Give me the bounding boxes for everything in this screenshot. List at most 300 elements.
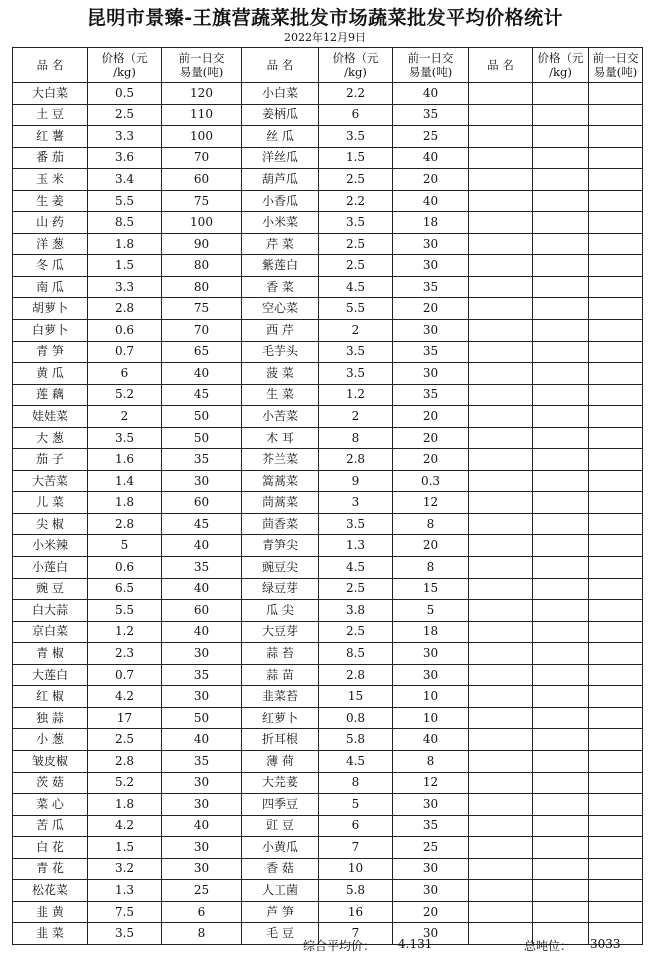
price-cell: 5.5 bbox=[88, 600, 162, 622]
volume-cell: 20 bbox=[393, 169, 469, 191]
empty-cell bbox=[533, 363, 589, 385]
table-row bbox=[13, 513, 643, 535]
empty-cell bbox=[533, 255, 589, 277]
price-cell: 6 bbox=[88, 363, 162, 385]
name-cell: 丝 瓜 bbox=[242, 126, 319, 148]
name-cell: 四季豆 bbox=[242, 794, 319, 816]
empty-cell bbox=[589, 470, 643, 492]
name-cell: 大豆芽 bbox=[242, 621, 319, 643]
price-cell: 3.6 bbox=[88, 147, 162, 169]
volume-cell: 8 bbox=[393, 557, 469, 579]
volume-cell: 25 bbox=[162, 880, 242, 902]
name-cell: 香 菇 bbox=[242, 858, 319, 880]
price-cell: 17 bbox=[88, 707, 162, 729]
empty-cell bbox=[533, 341, 589, 363]
name-cell: 白大蒜 bbox=[13, 600, 88, 622]
name-cell: 冬 瓜 bbox=[13, 255, 88, 277]
name-cell: 京白菜 bbox=[13, 621, 88, 643]
price-cell: 7 bbox=[319, 923, 393, 945]
price-cell: 1.2 bbox=[88, 621, 162, 643]
empty-cell bbox=[533, 729, 589, 751]
empty-cell bbox=[469, 470, 533, 492]
name-cell: 茄 子 bbox=[13, 449, 88, 471]
volume-cell: 90 bbox=[162, 233, 242, 255]
empty-cell bbox=[589, 492, 643, 514]
volume-cell: 12 bbox=[393, 772, 469, 794]
name-cell: 番 茄 bbox=[13, 147, 88, 169]
price-cell: 1.4 bbox=[88, 470, 162, 492]
empty-cell bbox=[589, 643, 643, 665]
table-row bbox=[13, 858, 643, 880]
volume-cell: 60 bbox=[162, 600, 242, 622]
empty-cell bbox=[469, 578, 533, 600]
empty-cell bbox=[533, 470, 589, 492]
volume-cell: 40 bbox=[393, 83, 469, 105]
volume-cell: 75 bbox=[162, 298, 242, 320]
empty-cell bbox=[469, 600, 533, 622]
volume-cell: 80 bbox=[162, 255, 242, 277]
empty-cell bbox=[589, 750, 643, 772]
name-cell: 红 椒 bbox=[13, 686, 88, 708]
price-cell: 3.2 bbox=[88, 858, 162, 880]
volume-cell: 40 bbox=[162, 621, 242, 643]
name-cell: 大 葱 bbox=[13, 427, 88, 449]
empty-cell bbox=[469, 557, 533, 579]
name-cell: 生 菜 bbox=[242, 384, 319, 406]
empty-cell bbox=[533, 276, 589, 298]
empty-cell bbox=[589, 621, 643, 643]
price-cell: 2.8 bbox=[88, 750, 162, 772]
volume-cell: 18 bbox=[393, 621, 469, 643]
price-cell: 16 bbox=[319, 901, 393, 923]
price-cell: 0.5 bbox=[88, 83, 162, 105]
empty-cell bbox=[533, 449, 589, 471]
table-row bbox=[13, 880, 643, 902]
volume-cell: 30 bbox=[393, 320, 469, 342]
name-cell: 莲 藕 bbox=[13, 384, 88, 406]
empty-cell bbox=[589, 384, 643, 406]
name-cell: 瓜 尖 bbox=[242, 600, 319, 622]
price-cell: 1.5 bbox=[319, 147, 393, 169]
table-row bbox=[13, 557, 643, 579]
empty-cell bbox=[469, 643, 533, 665]
empty-cell bbox=[589, 255, 643, 277]
volume-cell: 35 bbox=[162, 449, 242, 471]
name-cell: 白萝卜 bbox=[13, 320, 88, 342]
empty-cell bbox=[533, 707, 589, 729]
volume-cell: 8 bbox=[162, 923, 242, 945]
empty-cell bbox=[589, 233, 643, 255]
empty-cell bbox=[533, 427, 589, 449]
empty-cell bbox=[589, 276, 643, 298]
name-cell: 玉 米 bbox=[13, 169, 88, 191]
table-row bbox=[13, 427, 643, 449]
empty-cell bbox=[469, 363, 533, 385]
name-cell: 独 蒜 bbox=[13, 707, 88, 729]
price-cell: 1.3 bbox=[88, 880, 162, 902]
name-cell: 芹 菜 bbox=[242, 233, 319, 255]
empty-cell bbox=[533, 126, 589, 148]
empty-cell bbox=[533, 406, 589, 428]
empty-cell bbox=[469, 729, 533, 751]
name-cell: 葫芦瓜 bbox=[242, 169, 319, 191]
price-cell: 3.5 bbox=[319, 363, 393, 385]
price-cell: 2.8 bbox=[88, 298, 162, 320]
name-cell: 菠 菜 bbox=[242, 363, 319, 385]
volume-cell: 35 bbox=[393, 341, 469, 363]
volume-cell: 20 bbox=[393, 901, 469, 923]
empty-cell bbox=[469, 707, 533, 729]
name-cell: 木 耳 bbox=[242, 427, 319, 449]
name-cell: 紫莲白 bbox=[242, 255, 319, 277]
volume-cell: 30 bbox=[162, 794, 242, 816]
price-cell: 1.8 bbox=[88, 492, 162, 514]
table-row bbox=[13, 901, 643, 923]
header-price-2: 价格（元 /kg) bbox=[319, 48, 393, 83]
table-row bbox=[13, 535, 643, 557]
volume-cell: 110 bbox=[162, 104, 242, 126]
empty-cell bbox=[533, 320, 589, 342]
table-row bbox=[13, 169, 643, 191]
empty-cell bbox=[469, 686, 533, 708]
empty-cell bbox=[589, 557, 643, 579]
volume-cell: 30 bbox=[162, 858, 242, 880]
volume-cell: 70 bbox=[162, 320, 242, 342]
price-cell: 3.5 bbox=[319, 341, 393, 363]
name-cell: 小香瓜 bbox=[242, 190, 319, 212]
price-cell: 2.2 bbox=[319, 83, 393, 105]
price-cell: 5.8 bbox=[319, 880, 393, 902]
empty-cell bbox=[589, 794, 643, 816]
empty-cell bbox=[469, 621, 533, 643]
volume-cell: 60 bbox=[162, 492, 242, 514]
volume-cell: 10 bbox=[393, 707, 469, 729]
empty-cell bbox=[469, 276, 533, 298]
name-cell: 娃娃菜 bbox=[13, 406, 88, 428]
price-cell: 2.8 bbox=[319, 664, 393, 686]
price-cell: 4.5 bbox=[319, 276, 393, 298]
page-title: 昆明市景臻-王旗营蔬菜批发市场蔬菜批发平均价格统计 bbox=[86, 7, 564, 29]
volume-cell: 25 bbox=[393, 837, 469, 859]
price-cell: 3.5 bbox=[319, 126, 393, 148]
price-cell: 9 bbox=[319, 470, 393, 492]
name-cell: 人工菌 bbox=[242, 880, 319, 902]
name-cell: 茴香菜 bbox=[242, 513, 319, 535]
table-row bbox=[13, 492, 643, 514]
empty-cell bbox=[589, 686, 643, 708]
price-cell: 0.6 bbox=[88, 320, 162, 342]
empty-cell bbox=[589, 600, 643, 622]
empty-cell bbox=[533, 492, 589, 514]
volume-cell: 50 bbox=[162, 427, 242, 449]
table-row bbox=[13, 233, 643, 255]
empty-cell bbox=[589, 837, 643, 859]
empty-cell bbox=[533, 557, 589, 579]
name-cell: 豌豆尖 bbox=[242, 557, 319, 579]
table-row bbox=[13, 664, 643, 686]
empty-cell bbox=[589, 729, 643, 751]
price-cell: 5.2 bbox=[88, 384, 162, 406]
volume-cell: 40 bbox=[162, 729, 242, 751]
table-row bbox=[13, 126, 643, 148]
empty-cell bbox=[533, 837, 589, 859]
empty-cell bbox=[533, 513, 589, 535]
volume-cell: 20 bbox=[393, 406, 469, 428]
price-cell: 10 bbox=[319, 858, 393, 880]
header-price-1: 价格（元 /kg) bbox=[88, 48, 162, 83]
volume-cell: 35 bbox=[393, 276, 469, 298]
header-volume-1: 前一日交 易量(吨) bbox=[162, 48, 242, 83]
volume-cell: 100 bbox=[162, 126, 242, 148]
table-row bbox=[13, 815, 643, 837]
empty-cell bbox=[533, 212, 589, 234]
name-cell: 南 瓜 bbox=[13, 276, 88, 298]
table-row bbox=[13, 729, 643, 751]
empty-cell bbox=[589, 320, 643, 342]
price-cell: 4.2 bbox=[88, 815, 162, 837]
volume-cell: 40 bbox=[393, 729, 469, 751]
price-cell: 7.5 bbox=[88, 901, 162, 923]
volume-cell: 50 bbox=[162, 707, 242, 729]
name-cell: 皱皮椒 bbox=[13, 750, 88, 772]
empty-cell bbox=[469, 750, 533, 772]
name-cell: 大芫荽 bbox=[242, 772, 319, 794]
price-cell: 3.8 bbox=[319, 600, 393, 622]
total-tonnage-value: 3033 bbox=[590, 937, 621, 951]
name-cell: 豌 豆 bbox=[13, 578, 88, 600]
name-cell: 红 薯 bbox=[13, 126, 88, 148]
empty-cell bbox=[589, 772, 643, 794]
table-row bbox=[13, 298, 643, 320]
price-cell: 2.5 bbox=[319, 578, 393, 600]
volume-cell: 40 bbox=[393, 190, 469, 212]
volume-cell: 40 bbox=[162, 363, 242, 385]
empty-cell bbox=[469, 923, 533, 945]
empty-cell bbox=[533, 643, 589, 665]
volume-cell: 80 bbox=[162, 276, 242, 298]
empty-cell bbox=[469, 255, 533, 277]
name-cell: 蒜 苗 bbox=[242, 664, 319, 686]
price-cell: 5.5 bbox=[319, 298, 393, 320]
empty-cell bbox=[533, 233, 589, 255]
name-cell: 小 葱 bbox=[13, 729, 88, 751]
empty-cell bbox=[469, 384, 533, 406]
price-cell: 5.2 bbox=[88, 772, 162, 794]
table-row bbox=[13, 341, 643, 363]
volume-cell: 45 bbox=[162, 513, 242, 535]
empty-cell bbox=[533, 664, 589, 686]
table-row bbox=[13, 707, 643, 729]
volume-cell: 5 bbox=[393, 600, 469, 622]
table-row bbox=[13, 449, 643, 471]
volume-cell: 8 bbox=[393, 513, 469, 535]
table-row bbox=[13, 470, 643, 492]
header-price-3: 价格（元 /kg) bbox=[533, 48, 589, 83]
empty-cell bbox=[469, 535, 533, 557]
empty-cell bbox=[469, 83, 533, 105]
name-cell: 松花菜 bbox=[13, 880, 88, 902]
empty-cell bbox=[589, 169, 643, 191]
price-cell: 2.5 bbox=[319, 621, 393, 643]
price-cell: 2.8 bbox=[88, 513, 162, 535]
empty-cell bbox=[589, 406, 643, 428]
price-cell: 4.5 bbox=[319, 557, 393, 579]
volume-cell: 40 bbox=[162, 535, 242, 557]
empty-cell bbox=[533, 578, 589, 600]
name-cell: 菜 心 bbox=[13, 794, 88, 816]
name-cell: 茼蒿菜 bbox=[242, 492, 319, 514]
name-cell: 黄 瓜 bbox=[13, 363, 88, 385]
price-cell: 0.7 bbox=[88, 664, 162, 686]
name-cell: 芥兰菜 bbox=[242, 449, 319, 471]
empty-cell bbox=[589, 83, 643, 105]
name-cell: 山 药 bbox=[13, 212, 88, 234]
name-cell: 芦 笋 bbox=[242, 901, 319, 923]
price-cell: 15 bbox=[319, 686, 393, 708]
price-cell: 3.5 bbox=[88, 427, 162, 449]
volume-cell: 30 bbox=[393, 858, 469, 880]
empty-cell bbox=[469, 298, 533, 320]
empty-cell bbox=[533, 901, 589, 923]
volume-cell: 30 bbox=[393, 880, 469, 902]
price-cell: 6 bbox=[319, 815, 393, 837]
name-cell: 韭 黄 bbox=[13, 901, 88, 923]
empty-cell bbox=[533, 621, 589, 643]
empty-cell bbox=[533, 880, 589, 902]
empty-cell bbox=[533, 83, 589, 105]
empty-cell bbox=[533, 169, 589, 191]
empty-cell bbox=[533, 147, 589, 169]
empty-cell bbox=[533, 772, 589, 794]
name-cell: 毛芋头 bbox=[242, 341, 319, 363]
empty-cell bbox=[589, 513, 643, 535]
empty-cell bbox=[469, 837, 533, 859]
name-cell: 小米辣 bbox=[13, 535, 88, 557]
table-row bbox=[13, 643, 643, 665]
table-row bbox=[13, 794, 643, 816]
price-cell: 5.5 bbox=[88, 190, 162, 212]
volume-cell: 30 bbox=[393, 363, 469, 385]
volume-cell: 120 bbox=[162, 83, 242, 105]
empty-cell bbox=[469, 427, 533, 449]
table-row bbox=[13, 363, 643, 385]
price-cell: 2.8 bbox=[319, 449, 393, 471]
volume-cell: 30 bbox=[162, 686, 242, 708]
name-cell: 韭菜苔 bbox=[242, 686, 319, 708]
volume-cell: 0.3 bbox=[393, 470, 469, 492]
name-cell: 苦 瓜 bbox=[13, 815, 88, 837]
price-cell: 7 bbox=[319, 837, 393, 859]
volume-cell: 35 bbox=[162, 557, 242, 579]
name-cell: 篙蒿菜 bbox=[242, 470, 319, 492]
header-name-3: 品 名 bbox=[469, 48, 533, 83]
table-row bbox=[13, 686, 643, 708]
report-date: 2022年12月9日 bbox=[284, 31, 366, 44]
empty-cell bbox=[589, 104, 643, 126]
price-cell: 1.8 bbox=[88, 233, 162, 255]
price-cell: 5 bbox=[88, 535, 162, 557]
empty-cell bbox=[469, 513, 533, 535]
name-cell: 青 笋 bbox=[13, 341, 88, 363]
volume-cell: 30 bbox=[162, 470, 242, 492]
volume-cell: 50 bbox=[162, 406, 242, 428]
volume-cell: 6 bbox=[162, 901, 242, 923]
price-cell: 3.3 bbox=[88, 126, 162, 148]
price-cell: 2.2 bbox=[319, 190, 393, 212]
volume-cell: 30 bbox=[393, 643, 469, 665]
table-row bbox=[13, 320, 643, 342]
volume-cell: 30 bbox=[393, 255, 469, 277]
volume-cell: 70 bbox=[162, 147, 242, 169]
table-row bbox=[13, 600, 643, 622]
price-cell: 2 bbox=[88, 406, 162, 428]
empty-cell bbox=[589, 363, 643, 385]
header-volume-3: 前一日交 易量(吨) bbox=[589, 48, 643, 83]
name-cell: 小黄瓜 bbox=[242, 837, 319, 859]
empty-cell bbox=[469, 880, 533, 902]
empty-cell bbox=[589, 535, 643, 557]
price-cell: 4.5 bbox=[319, 750, 393, 772]
name-cell: 蒜 苔 bbox=[242, 643, 319, 665]
price-cell: 8.5 bbox=[88, 212, 162, 234]
empty-cell bbox=[469, 794, 533, 816]
table-row bbox=[13, 837, 643, 859]
empty-cell bbox=[589, 190, 643, 212]
empty-cell bbox=[589, 126, 643, 148]
price-cell: 2 bbox=[319, 320, 393, 342]
table-row bbox=[13, 147, 643, 169]
name-cell: 韭 菜 bbox=[13, 923, 88, 945]
name-cell: 折耳根 bbox=[242, 729, 319, 751]
volume-cell: 30 bbox=[393, 794, 469, 816]
price-cell: 2.5 bbox=[319, 255, 393, 277]
empty-cell bbox=[589, 427, 643, 449]
volume-cell: 40 bbox=[162, 578, 242, 600]
table-row bbox=[13, 384, 643, 406]
volume-cell: 15 bbox=[393, 578, 469, 600]
volume-cell: 75 bbox=[162, 190, 242, 212]
volume-cell: 20 bbox=[393, 535, 469, 557]
price-cell: 6 bbox=[319, 104, 393, 126]
price-cell: 8.5 bbox=[319, 643, 393, 665]
price-cell: 3.3 bbox=[88, 276, 162, 298]
empty-cell bbox=[533, 794, 589, 816]
price-cell: 2 bbox=[319, 406, 393, 428]
empty-cell bbox=[533, 535, 589, 557]
price-cell: 0.8 bbox=[319, 707, 393, 729]
header-name-2: 品 名 bbox=[242, 48, 319, 83]
name-cell: 青 花 bbox=[13, 858, 88, 880]
empty-cell bbox=[589, 298, 643, 320]
name-cell: 红萝卜 bbox=[242, 707, 319, 729]
name-cell: 大莲白 bbox=[13, 664, 88, 686]
price-cell: 2.5 bbox=[319, 169, 393, 191]
name-cell: 香 菜 bbox=[242, 276, 319, 298]
volume-cell: 35 bbox=[162, 664, 242, 686]
name-cell: 胡萝卜 bbox=[13, 298, 88, 320]
empty-cell bbox=[589, 212, 643, 234]
price-cell: 1.5 bbox=[88, 255, 162, 277]
volume-cell: 18 bbox=[393, 212, 469, 234]
name-cell: 大白菜 bbox=[13, 83, 88, 105]
empty-cell bbox=[589, 341, 643, 363]
volume-cell: 25 bbox=[393, 126, 469, 148]
header-name-1: 品 名 bbox=[13, 48, 88, 83]
price-cell: 2.3 bbox=[88, 643, 162, 665]
volume-cell: 40 bbox=[393, 147, 469, 169]
volume-cell: 35 bbox=[162, 750, 242, 772]
price-table bbox=[12, 47, 643, 945]
